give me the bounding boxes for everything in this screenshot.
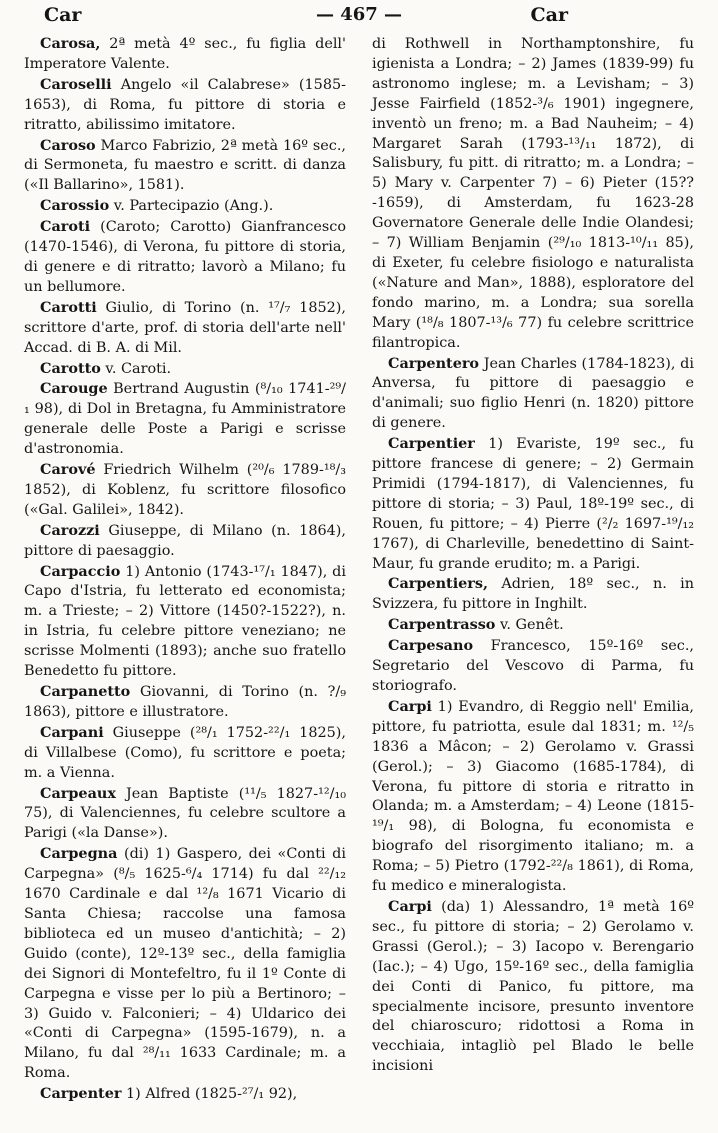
entry-text: di Rothwell in Northamptonshire, fu igienista a Londra; – 2) James (1839-99) fu astronomo inglese; m. a Levisham; – 3) Jesse Fairfield (1852-³/₆ 1901) ingegnere, inventò un freno; m. a Bad Nauheim; – 4) Margaret Sarah (1793-¹³/₁₁ 1872), di Salisbury, fu pitt. di ritratto; m. a Londra; – 5) Mary v. Carpenter 7) – 6) Pieter (15??-1659), di Amsterdam, fu 1623-28 Governatore Generale delle Indie Olandesi; – 7) William Benjamin (²⁹/₁₀ 1813-¹⁰/₁₁ 85), di Exeter, fu celebre fisiologo e naturalista («Nature and Man», 1888), esploratore del fondo marino, m. a Londra; sua sorella Mary (¹⁸/₈ 1807-¹³/₆ 77) fu celebre scrittrice filantropica. (372, 36, 694, 351)
entry (372, 574, 694, 615)
entry-headword: Carpanetto (40, 683, 131, 700)
entry-headword: Carpeaux (40, 784, 116, 802)
entry-headword: Carové (40, 461, 96, 479)
entry (24, 217, 346, 298)
entry-text: 1) Alfred (1825-²⁷/₁ 92), (121, 1086, 298, 1103)
entry-headword: Carpani (40, 723, 104, 741)
entry-headword: Carpesano (388, 637, 474, 655)
entry-headword: Carouge (40, 380, 108, 398)
entry (24, 298, 346, 359)
entry-headword: Carpentier (388, 435, 475, 453)
left-column (24, 34, 346, 1105)
entry (372, 697, 694, 897)
entry-text: Bertrand Augustin (⁸/₁₀ 1741-²⁹/₁ 98), di Dol in Bretagna, fu Amministratore generale delle Poste a Parigi e scrisse d'astronomia. (24, 381, 346, 458)
entry (24, 562, 346, 682)
entry (372, 615, 694, 636)
header-right-keyword: Car (530, 4, 568, 26)
entry-text: 1) Antonio (1743-¹⁷/₁ 1847), di Capo d'Istria, fu letterato ed economista; m. a Trieste; – 2) Vittore (1450?-1522?), n. in Istria, fu celebre pittore veneziano; ne scrisse Molmenti (1893); anche suo fratello Benedetto fu pittore. (24, 563, 346, 680)
entry-headword: Carotti (40, 298, 97, 316)
entry (24, 784, 346, 845)
entry (372, 434, 694, 574)
entry-continuation (372, 34, 694, 354)
entry-text: v. Genêt. (495, 617, 564, 634)
entry (24, 460, 346, 521)
entry-text: Friedrich Wilhelm (²⁰/₆ 1789-¹⁸/₃ 1852), di Koblenz, fu scrittore filosofico («Gal. Galilei», 1842). (24, 462, 346, 518)
entry (24, 136, 346, 197)
header-left-keyword: Car (44, 4, 82, 26)
entry-headword: Carpi (388, 697, 432, 715)
entry-headword: Carpaccio (40, 562, 121, 580)
entry (24, 359, 346, 380)
entry (24, 723, 346, 784)
entry-headword: Carotto (40, 359, 101, 377)
entry-text: 2ª metà 4º sec., fu figlia dell' Imperatore Valente. (24, 36, 346, 72)
entry-text: Giuseppe (²⁸/₁ 1752-²²/₁ 1825), di Villalbese (Como), fu scrittore e poeta; m. a Vienna. (24, 724, 346, 781)
right-column (372, 34, 694, 1077)
entry-headword: Carpentero (388, 354, 480, 372)
entry-text: (di) 1) Gaspero, dei «Conti di Carpegna» (⁸/₅ 1625-⁶/₄ 1714) fu dal ²²/₁₂ 1670 Cardinale e dal ¹²/₈ 1671 Vicario di Santa Chiesa; raccolse una famosa biblioteca ed un museo d'antichità; – 2) Guido (conte), 12º-13º sec., della famiglia dei Signori di Montefeltro, fu il 1º Conte di Carpegna e visse per lo più a Bertinoro; – 3) Guido v. Falconieri; – 4) Uldarico dei «Conti di Carpegna» (1595-1679), n. a Milano, fu dal ²⁸/₁₁ 1633 Cardinale; m. a Roma. (24, 846, 346, 1082)
entry (24, 34, 346, 75)
entry-text: Giuseppe, di Milano (n. 1864), pittore di paesaggio. (24, 522, 346, 559)
entry-headword: Caroti (40, 218, 91, 236)
entry (24, 521, 346, 562)
entry-text: Jean Baptiste (¹¹/₅ 1827-¹²/₁₀ 75), di Valenciennes, fu celebre scultore a Parigi («la Danse»). (24, 785, 346, 842)
entry-headword: Carpentrasso (388, 616, 496, 634)
entry-text: (da) 1) Alessandro, 1ª metà 16º sec., fu pittore di storia; – 2) Gerolamo v. Grassi (Gerol.); – 3) Iacopo v. Berengario (Iac.); – 4) Ugo, 15º-16º sec., della famiglia dei Conti di Panico, fu pittore, ma specialmente incisore, presunto inventore del chiaroscuro; ridottosi a Roma in vecchiaia, intagliò pel Blado le belle incisioni (372, 898, 694, 1075)
entry-text: Giulio, di Torino (n. ¹⁷/₇ 1852), scrittore d'arte, prof. di storia dell'arte nell' Accad. di B. A. di Mil. (24, 299, 346, 356)
entry (372, 636, 694, 697)
entry-text: Jean Charles (1784-1823), di Anversa, fu pittore di paesaggio e d'animali; suo figlio Henri (n. 1820) pittore di genere. (372, 355, 694, 432)
entry-headword: Carpenter (40, 1085, 122, 1103)
entry-headword: Carosa, (40, 35, 101, 52)
entry-headword: Carossio (40, 197, 110, 215)
entry (24, 196, 346, 217)
entry-text: Francesco, 15º-16º sec., Segretario del Vescovo di Parma, fu storiografo. (372, 638, 694, 694)
entry-text: Marco Fabrizio, 2ª metà 16º sec., di Sermoneta, fu maestro e scritt. di danza («Il Ballarino», 1581). (24, 137, 346, 194)
page-header (0, 2, 718, 30)
entry-text: v. Partecipazio (Ang.). (109, 198, 274, 215)
page-number: — 467 — (315, 4, 403, 25)
entry-headword: Carozzi (40, 521, 100, 539)
entry-headword: Caroselli (40, 75, 112, 93)
entry (24, 75, 346, 136)
entry-text: 1) Evariste, 19º sec., fu pittore francese di genere; – 2) Germain Primidi (1794-1817), di Valenciennes, fu pittore di storia; – 3) Paul, 18º-19º sec., di Rouen, fu pittore; – 4) Pierre (²/₂ 1697-¹⁹/₁₂ 1767), di Charleville, benedettino di Saint-Maur, fu grande erudito; m. a Parigi. (372, 436, 694, 572)
entry-text: Angelo «il Calabrese» (1585-1653), di Roma, fu pittore di storia e ritratto, abilissimo imitatore. (24, 76, 346, 133)
entry (24, 682, 346, 723)
entry (372, 354, 694, 435)
entry-headword: Carpentiers, (388, 575, 489, 593)
entry (24, 1084, 346, 1105)
entry-headword: Carpegna (40, 845, 118, 863)
entry (24, 844, 346, 1084)
entry-headword: Caroso (40, 136, 96, 154)
entry-headword: Carpi (388, 897, 432, 915)
entry (24, 379, 346, 460)
entry (372, 897, 694, 1077)
entry-text: Giovanni, di Torino (n. ?/₉ 1863), pittore e illustratore. (24, 684, 346, 720)
entry-text: Adrien, 18º sec., n. in Svizzera, fu pittore in Inghilt. (372, 576, 694, 613)
entry-text: (Caroto; Carotto) Gianfrancesco (1470-1546), di Verona, fu pittore di storia, di genere e di ritratto; lavorò a Milano; fu un bellumore. (24, 219, 346, 295)
entry-text: 1) Evandro, di Reggio nell' Emilia, pittore, fu patriotta, esule dal 1831; m. ¹²/₅ 1836 a Mâcon; – 2) Gerolamo v. Grassi (Gerol.); – 3) Giacomo (1685-1784), di Verona, fu pittore di storia e ritratto in Olanda; m. a Amsterdam; – 4) Leone (1815-¹⁹/₁ 98), di Bologna, fu economista e biografo del risorgimento italiano; m. a Roma; – 5) Pietro (1792-²²/₈ 1861), di Roma, fu medico e mineralogista. (372, 698, 694, 895)
entry-text: v. Caroti. (100, 360, 172, 377)
